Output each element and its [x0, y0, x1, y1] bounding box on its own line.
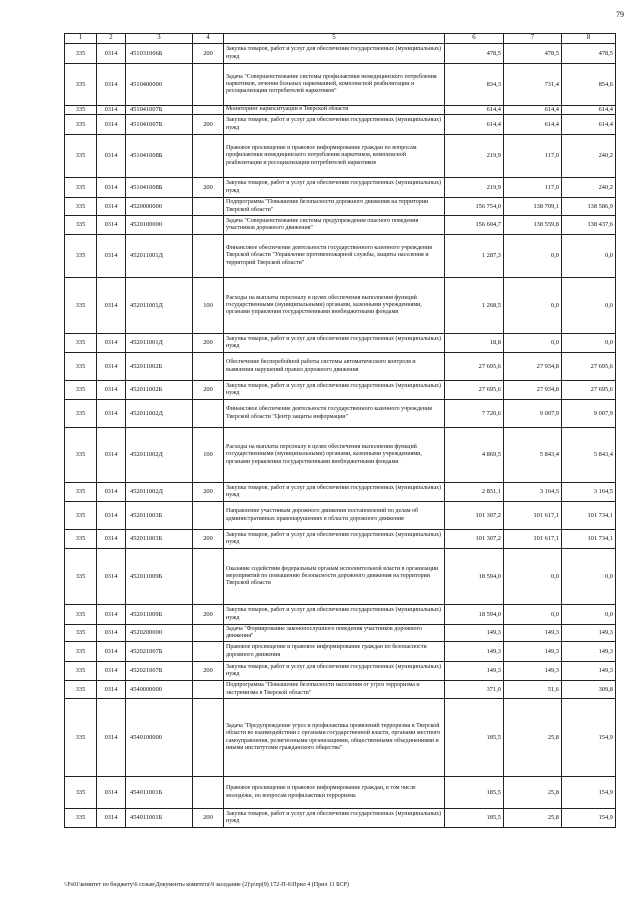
table-row: [65, 400, 616, 428]
amount-col6-cell: 27 695,6: [445, 353, 504, 381]
expense-type-cell: [193, 549, 224, 605]
table-row: [65, 530, 616, 549]
amount-col8-cell: 27 695,6: [562, 353, 616, 381]
amount-col8-cell: 149,3: [562, 642, 616, 662]
section-code-cell: 0314: [97, 198, 126, 216]
amount-col7-cell: 25,8: [504, 777, 562, 809]
target-article-cell: 4510400000: [126, 64, 193, 106]
target-article-cell: 4540100000: [126, 699, 193, 777]
expense-type-cell: [193, 135, 224, 178]
amount-col7-cell: 117,0: [504, 178, 562, 198]
table-row: [65, 353, 616, 381]
description-cell: Подпрограмма "Повышение безопасности населения от угроз терроризма и экстремизма в Тверской области": [224, 681, 445, 699]
expense-type-cell: 200: [193, 178, 224, 198]
description-cell: Оказание содействия федеральным органам исполнительной власти в организации мероприятий по повышению безопасности дорожного движения на территории Тверской области: [224, 549, 445, 605]
amount-col6-cell: 614,4: [445, 115, 504, 135]
amount-col6-cell: 101 307,2: [445, 530, 504, 549]
column-header: 1: [65, 34, 97, 44]
expense-type-cell: [193, 502, 224, 530]
table-row: [65, 64, 616, 106]
description-cell: Правовое просвещение и правовое информирование граждан по вопросам профилактики немедицинского потребления наркотиков, комплексной реабилитации и ресоциализации потребителей наркотиков: [224, 135, 445, 178]
amount-col8-cell: 0,0: [562, 235, 616, 278]
amount-col7-cell: 138 559,8: [504, 216, 562, 235]
section-code-cell: 0314: [97, 625, 126, 642]
column-header: 4: [193, 34, 224, 44]
section-code-cell: 0314: [97, 235, 126, 278]
table-row: [65, 428, 616, 483]
amount-col6-cell: 185,5: [445, 699, 504, 777]
amount-col6-cell: 149,3: [445, 642, 504, 662]
section-code-cell: 0314: [97, 178, 126, 198]
expense-type-cell: [193, 642, 224, 662]
amount-col7-cell: 149,3: [504, 662, 562, 681]
expense-type-cell: 200: [193, 662, 224, 681]
expense-type-cell: 200: [193, 381, 224, 400]
amount-col8-cell: 154,9: [562, 699, 616, 777]
description-cell: Закупка товаров, работ и услуг для обеспечения государственных (муниципальных) нужд: [224, 605, 445, 625]
target-article-cell: 454011001Б: [126, 809, 193, 828]
table-row: [65, 44, 616, 64]
amount-col7-cell: 101 617,1: [504, 530, 562, 549]
target-article-cell: 452021007Б: [126, 642, 193, 662]
amount-col6-cell: 614,4: [445, 106, 504, 115]
column-header: 5: [224, 34, 445, 44]
target-article-cell: 451031006Б: [126, 44, 193, 64]
column-header: 2: [97, 34, 126, 44]
section-code-cell: 0314: [97, 483, 126, 502]
expense-type-cell: 200: [193, 44, 224, 64]
target-article-cell: 452011002Б: [126, 353, 193, 381]
table-row: [65, 178, 616, 198]
amount-col7-cell: 25,8: [504, 809, 562, 828]
section-code-cell: 0314: [97, 662, 126, 681]
target-article-cell: 451041007Б: [126, 106, 193, 115]
admin-code-cell: 335: [65, 115, 97, 135]
file-path-footer: \\Fs01\комитет по бюджету\6 созыв\Документы комитета\9 заседание (2)\р\пр(9) 172-П-6\Прил 4 (Прил 11 БСР): [64, 882, 349, 888]
description-cell: Финансовое обеспечение деятельности государственного казенного учреждения Тверской области "Управление противопожарной службы, защиты населения и территорий Тверской области": [224, 235, 445, 278]
target-article-cell: 4540000000: [126, 681, 193, 699]
amount-col6-cell: 18 594,0: [445, 605, 504, 625]
target-article-cell: 452021007Б: [126, 662, 193, 681]
expense-type-cell: 200: [193, 483, 224, 502]
expense-type-cell: 200: [193, 115, 224, 135]
amount-col8-cell: 854,6: [562, 64, 616, 106]
description-cell: Закупка товаров, работ и услуг для обеспечения государственных (муниципальных) нужд: [224, 809, 445, 828]
description-cell: Закупка товаров, работ и услуг для обеспечения государственных (муниципальных) нужд: [224, 44, 445, 64]
amount-col7-cell: 0,0: [504, 334, 562, 353]
admin-code-cell: 335: [65, 106, 97, 115]
amount-col7-cell: 27 934,8: [504, 353, 562, 381]
expense-type-cell: [193, 64, 224, 106]
amount-col8-cell: 9 007,9: [562, 400, 616, 428]
expense-type-cell: 200: [193, 530, 224, 549]
description-cell: Обеспечение бесперебойной работы системы автоматического контроля и выявления нарушений правил дорожного движения: [224, 353, 445, 381]
column-header: 8: [562, 34, 616, 44]
amount-col7-cell: 0,0: [504, 235, 562, 278]
admin-code-cell: 335: [65, 777, 97, 809]
table-row: [65, 483, 616, 502]
expense-type-cell: [193, 777, 224, 809]
amount-col7-cell: 117,0: [504, 135, 562, 178]
amount-col8-cell: 0,0: [562, 605, 616, 625]
table-row: [65, 381, 616, 400]
amount-col6-cell: 219,9: [445, 135, 504, 178]
header-row: [65, 34, 616, 44]
page-number: 79: [616, 10, 624, 19]
column-header: 6: [445, 34, 504, 44]
description-cell: Направление участникам дорожного движения постановлений по делам об административных правонарушениях в области дорожного движения: [224, 502, 445, 530]
description-cell: Расходы на выплаты персоналу в целях обеспечения выполнения функций государственными (муниципальными) органами, казенными учреждениями, органами управления государственными внебюджетными фондами: [224, 428, 445, 483]
amount-col8-cell: 0,0: [562, 549, 616, 605]
target-article-cell: 452011003Б: [126, 502, 193, 530]
amount-col6-cell: 7 720,6: [445, 400, 504, 428]
amount-col6-cell: 478,5: [445, 44, 504, 64]
amount-col7-cell: 0,0: [504, 278, 562, 334]
description-cell: Задача "Предупреждение угроз и профилактика проявлений терроризма в Тверской области во взаимодействии с органами государственной власти, органами местного самоуправления, религиозными организациями, общественными объединениями и иными институтами гражданского общества": [224, 699, 445, 777]
amount-col7-cell: 101 617,1: [504, 502, 562, 530]
section-code-cell: 0314: [97, 642, 126, 662]
section-code-cell: 0314: [97, 681, 126, 699]
amount-col6-cell: 1 268,5: [445, 278, 504, 334]
table-row: [65, 809, 616, 828]
amount-col6-cell: 18 594,0: [445, 549, 504, 605]
section-code-cell: 0314: [97, 106, 126, 115]
target-article-cell: 451041008Б: [126, 135, 193, 178]
description-cell: Закупка товаров, работ и услуг для обеспечения государственных (муниципальных) нужд: [224, 115, 445, 135]
table-row: [65, 605, 616, 625]
amount-col6-cell: 2 851,1: [445, 483, 504, 502]
description-cell: Закупка товаров, работ и услуг для обеспечения государственных (муниципальных) нужд: [224, 483, 445, 502]
expense-type-cell: [193, 353, 224, 381]
section-code-cell: 0314: [97, 334, 126, 353]
description-cell: Закупка товаров, работ и услуг для обеспечения государственных (муниципальных) нужд: [224, 530, 445, 549]
section-code-cell: 0314: [97, 353, 126, 381]
amount-col8-cell: 240,2: [562, 178, 616, 198]
expense-type-cell: [193, 681, 224, 699]
admin-code-cell: 335: [65, 549, 97, 605]
expense-type-cell: [193, 699, 224, 777]
section-code-cell: 0314: [97, 381, 126, 400]
amount-col7-cell: 614,4: [504, 106, 562, 115]
target-article-cell: 452011002Д: [126, 483, 193, 502]
table-row: [65, 216, 616, 235]
description-cell: Задача "Совершенствование системы профилактики немедицинского потребления наркотиков, лечения больных наркоманией, комплексной реабилитации и ресоциализации потребителей наркотиков": [224, 64, 445, 106]
amount-col6-cell: 219,9: [445, 178, 504, 198]
table-row: [65, 235, 616, 278]
amount-col7-cell: 9 007,9: [504, 400, 562, 428]
admin-code-cell: 335: [65, 662, 97, 681]
budget-table: [64, 33, 616, 828]
amount-col6-cell: 149,3: [445, 625, 504, 642]
admin-code-cell: 335: [65, 428, 97, 483]
admin-code-cell: 335: [65, 502, 97, 530]
section-code-cell: 0314: [97, 216, 126, 235]
amount-col8-cell: 138 437,6: [562, 216, 616, 235]
target-article-cell: 452011009Б: [126, 605, 193, 625]
amount-col8-cell: 3 164,5: [562, 483, 616, 502]
expense-type-cell: [193, 400, 224, 428]
amount-col7-cell: 5 843,4: [504, 428, 562, 483]
column-header: 3: [126, 34, 193, 44]
amount-col7-cell: 51,6: [504, 681, 562, 699]
description-cell: Правовое просвещение и правовое информирование граждан по безопасности дорожного движения: [224, 642, 445, 662]
target-article-cell: 454011001Б: [126, 777, 193, 809]
description-cell: Закупка товаров, работ и услуг для обеспечения государственных (муниципальных) нужд: [224, 334, 445, 353]
amount-col6-cell: 101 307,2: [445, 502, 504, 530]
target-article-cell: 452011001Д: [126, 278, 193, 334]
expense-type-cell: [193, 625, 224, 642]
amount-col7-cell: 478,5: [504, 44, 562, 64]
target-article-cell: 452011002Б: [126, 381, 193, 400]
expense-type-cell: 200: [193, 334, 224, 353]
admin-code-cell: 335: [65, 530, 97, 549]
admin-code-cell: 335: [65, 642, 97, 662]
target-article-cell: 452011009Б: [126, 549, 193, 605]
expense-type-cell: 200: [193, 605, 224, 625]
amount-col6-cell: 834,3: [445, 64, 504, 106]
target-article-cell: 4520200000: [126, 625, 193, 642]
admin-code-cell: 335: [65, 135, 97, 178]
amount-col8-cell: 240,2: [562, 135, 616, 178]
amount-col7-cell: 0,0: [504, 605, 562, 625]
amount-col7-cell: 731,4: [504, 64, 562, 106]
admin-code-cell: 335: [65, 353, 97, 381]
section-code-cell: 0314: [97, 777, 126, 809]
amount-col6-cell: 185,5: [445, 777, 504, 809]
expense-type-cell: [193, 235, 224, 278]
admin-code-cell: 335: [65, 400, 97, 428]
admin-code-cell: 335: [65, 198, 97, 216]
section-code-cell: 0314: [97, 809, 126, 828]
admin-code-cell: 335: [65, 278, 97, 334]
amount-col8-cell: 149,3: [562, 625, 616, 642]
admin-code-cell: 335: [65, 44, 97, 64]
description-cell: Закупка товаров, работ и услуг для обеспечения государственных (муниципальных) нужд: [224, 662, 445, 681]
amount-col7-cell: 614,4: [504, 115, 562, 135]
table-row: [65, 699, 616, 777]
admin-code-cell: 335: [65, 216, 97, 235]
amount-col6-cell: 156 754,0: [445, 198, 504, 216]
expense-type-cell: 100: [193, 428, 224, 483]
amount-col8-cell: 27 695,6: [562, 381, 616, 400]
column-header: 7: [504, 34, 562, 44]
amount-col8-cell: 614,4: [562, 115, 616, 135]
description-cell: Задача "Формирование законопослушного поведения участников дорожного движения": [224, 625, 445, 642]
amount-col8-cell: 614,4: [562, 106, 616, 115]
amount-col8-cell: 101 734,1: [562, 530, 616, 549]
amount-col6-cell: 27 695,6: [445, 381, 504, 400]
table-row: [65, 662, 616, 681]
expense-type-cell: 100: [193, 278, 224, 334]
admin-code-cell: 335: [65, 235, 97, 278]
admin-code-cell: 335: [65, 178, 97, 198]
section-code-cell: 0314: [97, 64, 126, 106]
description-cell: Подпрограмма "Повышение безопасности дорожного движения на территории Тверской области": [224, 198, 445, 216]
section-code-cell: 0314: [97, 400, 126, 428]
section-code-cell: 0314: [97, 278, 126, 334]
table-row: [65, 777, 616, 809]
amount-col8-cell: 101 734,1: [562, 502, 616, 530]
admin-code-cell: 335: [65, 809, 97, 828]
target-article-cell: 452011003Б: [126, 530, 193, 549]
admin-code-cell: 335: [65, 605, 97, 625]
amount-col7-cell: 27 934,8: [504, 381, 562, 400]
section-code-cell: 0314: [97, 549, 126, 605]
amount-col6-cell: 185,5: [445, 809, 504, 828]
admin-code-cell: 335: [65, 64, 97, 106]
section-code-cell: 0314: [97, 502, 126, 530]
target-article-cell: 451041007Б: [126, 115, 193, 135]
table-row: [65, 115, 616, 135]
amount-col6-cell: 371,0: [445, 681, 504, 699]
table-row: [65, 278, 616, 334]
table-row: [65, 681, 616, 699]
section-code-cell: 0314: [97, 115, 126, 135]
expense-type-cell: [193, 216, 224, 235]
table-row: [65, 642, 616, 662]
description-cell: Задача "Совершенствование системы предупреждения опасного поведения участников дорожного движения": [224, 216, 445, 235]
amount-col6-cell: 1 287,3: [445, 235, 504, 278]
amount-col8-cell: 138 586,9: [562, 198, 616, 216]
admin-code-cell: 335: [65, 334, 97, 353]
amount-col8-cell: 0,0: [562, 334, 616, 353]
admin-code-cell: 335: [65, 483, 97, 502]
amount-col6-cell: 4 869,5: [445, 428, 504, 483]
table-row: [65, 549, 616, 605]
table-row: [65, 135, 616, 178]
section-code-cell: 0314: [97, 135, 126, 178]
amount-col8-cell: 478,5: [562, 44, 616, 64]
amount-col7-cell: 138 709,1: [504, 198, 562, 216]
expense-type-cell: 200: [193, 809, 224, 828]
table-row: [65, 106, 616, 115]
section-code-cell: 0314: [97, 44, 126, 64]
description-cell: Расходы на выплаты персоналу в целях обеспечения выполнения функций государственными (муниципальными) органами, казенными учреждениями, органами управления государственными внебюджетными фондами: [224, 278, 445, 334]
amount-col7-cell: 149,3: [504, 625, 562, 642]
amount-col6-cell: 149,3: [445, 662, 504, 681]
admin-code-cell: 335: [65, 699, 97, 777]
table-row: [65, 198, 616, 216]
description-cell: Закупка товаров, работ и услуг для обеспечения государственных (муниципальных) нужд: [224, 178, 445, 198]
section-code-cell: 0314: [97, 605, 126, 625]
amount-col6-cell: 18,8: [445, 334, 504, 353]
table-row: [65, 625, 616, 642]
table-row: [65, 334, 616, 353]
amount-col8-cell: 154,9: [562, 777, 616, 809]
description-cell: Финансовое обеспечение деятельности государственного казенного учреждения Тверской области "Центр защиты информации": [224, 400, 445, 428]
expense-type-cell: [193, 106, 224, 115]
amount-col8-cell: 154,9: [562, 809, 616, 828]
target-article-cell: 452011001Д: [126, 334, 193, 353]
amount-col7-cell: 149,3: [504, 642, 562, 662]
table-row: [65, 502, 616, 530]
target-article-cell: 451041008Б: [126, 178, 193, 198]
amount-col8-cell: 309,8: [562, 681, 616, 699]
section-code-cell: 0314: [97, 699, 126, 777]
amount-col7-cell: 3 164,5: [504, 483, 562, 502]
description-cell: Правовое просвещение и правовое информирование граждан, в том числе молодежи, по вопросам профилактики терроризма: [224, 777, 445, 809]
admin-code-cell: 335: [65, 681, 97, 699]
section-code-cell: 0314: [97, 530, 126, 549]
target-article-cell: 4520000000: [126, 198, 193, 216]
amount-col7-cell: 0,0: [504, 549, 562, 605]
amount-col8-cell: 5 843,4: [562, 428, 616, 483]
amount-col7-cell: 25,8: [504, 699, 562, 777]
target-article-cell: 452011002Д: [126, 400, 193, 428]
admin-code-cell: 335: [65, 381, 97, 400]
amount-col8-cell: 149,3: [562, 662, 616, 681]
target-article-cell: 452011002Д: [126, 428, 193, 483]
target-article-cell: 452011001Д: [126, 235, 193, 278]
description-cell: Закупка товаров, работ и услуг для обеспечения государственных (муниципальных) нужд: [224, 381, 445, 400]
admin-code-cell: 335: [65, 625, 97, 642]
amount-col8-cell: 0,0: [562, 278, 616, 334]
expense-type-cell: [193, 198, 224, 216]
amount-col6-cell: 156 604,7: [445, 216, 504, 235]
section-code-cell: 0314: [97, 428, 126, 483]
description-cell: Мониторинг наркоситуации в Тверской области: [224, 106, 445, 115]
target-article-cell: 4520100000: [126, 216, 193, 235]
